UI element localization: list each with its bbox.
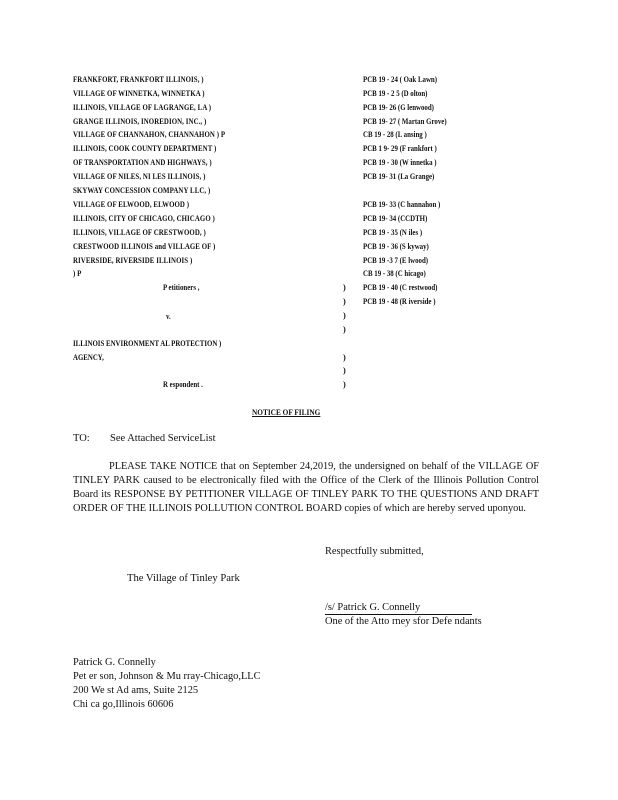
caption-row [73, 144, 573, 157]
caption-row [73, 75, 573, 88]
caption-row [73, 214, 573, 227]
caption-party: VILLAGE OF CHANNAHON, CHANNAHON ) P [73, 130, 226, 139]
caption-row [73, 130, 573, 143]
caption-row [73, 186, 573, 199]
caption-row [73, 283, 573, 296]
caption-case-number: CB 19 - 38 (C hicago) [363, 269, 426, 278]
caption-case-number: CB 19 - 28 (L ansing ) [363, 130, 427, 139]
caption-party: ILLINOIS, COOK COUNTY DEPARTMENT ) [73, 144, 217, 153]
address-line: Chi ca go,Illinois 60606 [73, 699, 174, 710]
caption-row [73, 269, 573, 282]
petitioners-label: P etitioners , [163, 283, 200, 292]
notice-title: NOTICE OF FILING [252, 407, 321, 417]
electronic-signature: /s/ Patrick G. Connelly [325, 601, 472, 615]
caption-party: ILLINOIS, VILLAGE OF CRESTWOOD, ) [73, 228, 206, 237]
caption-case-number: PCB 19- 33 (C hannahon ) [363, 200, 441, 209]
caption-case-number: PCB 19 - 36 (S kyway) [363, 242, 429, 251]
caption-party: VILLAGE OF WINNETKA, WINNETKA ) [73, 89, 205, 98]
client-name: The Village of Tinley Park [127, 573, 240, 584]
caption-row [73, 158, 573, 171]
caption-party: CRESTWOOD ILLINOIS and VILLAGE OF ) [73, 242, 216, 251]
caption-party: ILLINOIS, CITY OF CHICAGO, CHICAGO ) [73, 214, 215, 223]
caption-case-number: PCB 19 - 48 (R iverside ) [363, 297, 436, 306]
caption-row [73, 297, 573, 310]
caption-row [73, 228, 573, 241]
caption-row [73, 103, 573, 116]
caption-case-number: PCB 1 9- 29 (F rankfort ) [363, 144, 437, 153]
respondent-label: R espondent . [163, 380, 203, 389]
document-page: FRANKFORT, FRANKFORT ILLINOIS, ) PCB 19 - 24 ( Oak Lawn) VILLAGE OF WINNETKA, WINNETKA ) PCB 19 - 2 5 (D olton) ILLINOIS, VILLAGE OF LAGRANGE, LA ) PCB 19- 26 (G lenwood) GRANGE ILLINOIS, INOREDION, INC., ) PCB 19- 27 ( Martan Grove) VILLAGE OF CHANNAHON, CHANNAHON ) P CB 19 - 28 (L ansing ) ILLINOIS, COOK COUNTY DEPARTMENT ) PCB 1 9- 29 (F rankfort ) OF TRANSPORTATION AND HIGHWAYS, ) PCB 19 - 30 (W innetka ) VILLAGE OF NILES, NI LES ILLINOIS, ) PCB 19- 31 (La Grange) SKYWAY CONCESSION COMPANY LLC, ) VILLAGE OF ELWOOD, ELWOOD ) PCB 19- 33 (C hannahon ) ILLINOIS, CITY OF CHICAGO, CHICAGO ) PCB 19- 34 (CCDTH) ILLINOIS, VILLAGE OF CRESTWOOD, ) PCB 19 - 35 (N iles ) CRESTWOOD ILLINOIS and VILLAGE OF ) PCB 19 - 36 (S kyway) RIVERSIDE, RIVERSIDE ILLINOIS ) PCB 19 -3 7 (E lwood) ) P CB 19 - 38 (C hicago) PCB 19 - 40 (C restwood) PCB 19 - 48 (R iverside ) ) ) ) ) ) ) ) P etitioners , v. ILLINOIS ENVIRONMENT AL PROTECTION ) AGENCY, R espondent . NOTICE OF FILING TO: See Attached ServiceList PLEASE TAKE NOTICE that on September 24,2019, the undersigned on behalf of the VILLAGE OF TINLEY PARK caused to be electronically filed with the Office of the Clerk of the Illinois Pollution Control Board its RESPONSE BY PETITIONER VILLAGE OF TINLEY PARK TO THE QUESTIONS AND DRAFT ORDER OF THE ILLINOIS POLLUTION CONTROL BOARD copies of which are hereby served uponyou. Respectfully submitted, The Village of Tinley Park /s/ Patrick G. Connelly One of the Atto rney sfor Defe ndants Patrick G. Connelly Pet er son, Johnson & Mu rray-Chicago,LLC 200 We st Ad ams, Suite 2125 Chi ca go,Illinois 60606 [0, 0, 618, 800]
respondent-name: ILLINOIS ENVIRONMENT AL PROTECTION ) [73, 339, 222, 348]
caption-party: ILLINOIS, VILLAGE OF LAGRANGE, LA ) [73, 103, 212, 112]
to-text: See Attached ServiceList [110, 433, 216, 444]
caption-case-number: PCB 19- 26 (G lenwood) [363, 103, 434, 112]
caption-party: FRANKFORT, FRANKFORT ILLINOIS, ) [73, 75, 204, 84]
notice-body [73, 460, 539, 516]
caption-party: VILLAGE OF ELWOOD, ELWOOD ) [73, 200, 190, 209]
attorney-address-block [73, 656, 261, 712]
caption-case-number: PCB 19 - 35 (N iles ) [363, 228, 423, 237]
caption-party: ) P [73, 269, 82, 278]
caption-row [73, 242, 573, 255]
notice-body-text: PLEASE TAKE NOTICE that on September 24,2019, the undersigned on behalf of the VILLAGE OF TINLEY PARK caused to be electronically filed with the Office of the Clerk of the Illinois Pollution Control Board its RESPONSE BY PETITIONER VILLAGE OF TINLEY PARK TO THE QUESTIONS AND DRAFT ORDER OF THE ILLINOIS POLLUTION CONTROL BOARD copies of which are hereby served uponyou. [73, 461, 539, 514]
caption-row [73, 256, 573, 269]
caption-row [73, 200, 573, 213]
caption-case-number: PCB 19 - 40 (C restwood) [363, 283, 438, 292]
versus-label: v. [166, 312, 171, 321]
caption-case-number: PCB 19 - 24 ( Oak Lawn) [363, 75, 438, 84]
caption-case-number: PCB 19 - 2 5 (D olton) [363, 89, 428, 98]
caption-case-number: PCB 19 -3 7 (E lwood) [363, 256, 429, 265]
caption-case-number: PCB 19- 31 (La Grange) [363, 172, 435, 181]
caption-case-number: PCB 19 - 30 (W innetka ) [363, 158, 437, 167]
to-line [73, 433, 216, 444]
to-label: TO: [73, 433, 90, 444]
caption-party: GRANGE ILLINOIS, INOREDION, INC., ) [73, 117, 207, 126]
address-line: Patrick G. Connelly [73, 657, 156, 668]
caption-row [73, 172, 573, 185]
caption-party: SKYWAY CONCESSION COMPANY LLC, ) [73, 186, 211, 195]
respectfully-submitted: Respectfully submitted, [325, 546, 424, 557]
address-line: Pet er son, Johnson & Mu rray-Chicago,LLC [73, 671, 261, 682]
caption-case-number: PCB 19- 34 (CCDTH) [363, 214, 428, 223]
caption-party: OF TRANSPORTATION AND HIGHWAYS, ) [73, 158, 212, 167]
respondent-name-cont: AGENCY, [73, 353, 104, 362]
attorney-designation: One of the Atto rney sfor Defe ndants [325, 616, 482, 627]
caption-row [73, 89, 573, 102]
address-line: 200 We st Ad ams, Suite 2125 [73, 685, 199, 696]
caption-party: VILLAGE OF NILES, NI LES ILLINOIS, ) [73, 172, 206, 181]
caption-party: RIVERSIDE, RIVERSIDE ILLINOIS ) [73, 256, 193, 265]
caption-case-number: PCB 19- 27 ( Martan Grove) [363, 117, 447, 126]
caption-row [73, 117, 573, 130]
